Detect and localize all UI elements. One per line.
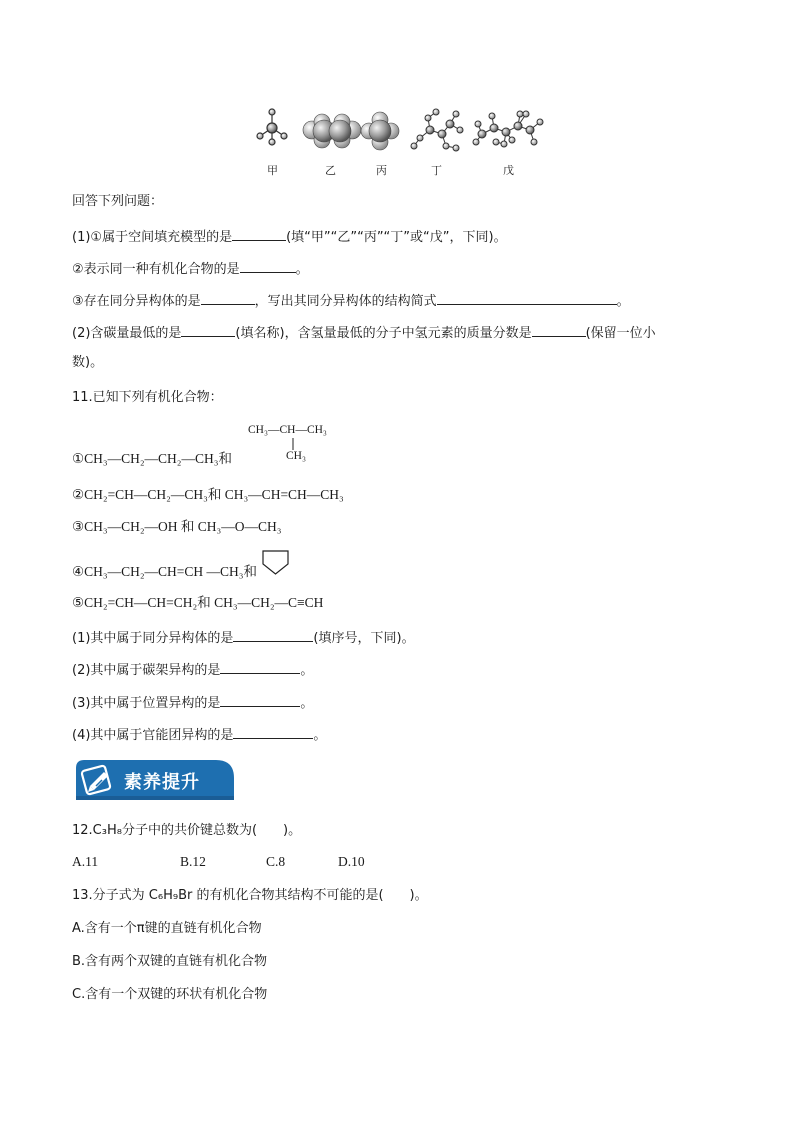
q10-part2-text: (2)含碳量最低的是 [72,326,182,341]
q11-title: 11.已知下列有机化合物： [72,390,223,405]
q11-sub2-tail: 。 [300,663,314,678]
q10-part1a [72,226,507,247]
answer-blank[interactable] [233,724,313,739]
q11-item4: ④CH₃—CH₂—CH=CH —CH₃和 [72,564,257,579]
methane-space-filling-model [361,112,399,150]
q10-part1b-text: ②表示同一种有机化合物的是 [72,262,240,277]
q13-option-b[interactable]: B.含有两个双键的直链有机化合物 [72,954,268,969]
q12-option-d[interactable]: D.10 [338,854,365,869]
label-yi: 乙 [325,164,336,177]
molecule-models-figure [250,100,550,160]
q10-part1b-tail: 。 [295,262,309,277]
q11-sub3-tail: 。 [300,696,314,711]
answer-blank[interactable] [437,290,617,305]
banner-title: 素养提升 [124,772,200,793]
q10-part2-cont: 数)。 [72,355,104,370]
q12-stem: 12.C₃H₈分子中的共价键总数为( )。 [72,823,302,838]
q13-stem: 13.分子式为 C₆H₉Br 的有机化合物其结构不可能的是( )。 [72,888,428,903]
q11-item3: ③CH₃—CH₂—OH 和 CH₃—O—CH₃ [72,519,282,534]
isobutane-branch: CH₃ [286,450,306,462]
q12-option-b[interactable]: B.12 [180,854,206,869]
pencil-book-icon [80,762,120,798]
q11-sub1-tail: (填序号，下同)。 [313,631,415,646]
q11-sub2-text: (2)其中属于碳架异构的是 [72,663,221,678]
q10-part1c-tail: 。 [616,294,630,309]
q10-part2 [72,322,656,343]
q10-part1b [72,258,309,279]
q11-item1: ①CH₃—CH₂—CH₂—CH₃和 [72,451,232,466]
q11-sub3-text: (3)其中属于位置异构的是 [72,696,221,711]
q11-sub4-text: (4)其中属于官能团异构的是 [72,728,234,743]
q10-part2-tail: (保留一位小 [585,326,656,341]
answer-blank[interactable] [532,322,586,337]
q10-prompt: 回答下列问题： [72,194,164,209]
q11-sub2 [72,659,313,680]
cyclopentane-icon [261,549,291,576]
ethane-space-filling-model [303,114,361,148]
q11-sub4-tail: 。 [313,728,327,743]
answer-blank[interactable] [233,627,313,642]
q12-option-a[interactable]: A.11 [72,854,99,869]
q11-sub4 [72,724,326,745]
q10-part1a-tail: (填“甲”“乙”“丙”“丁”或“戊”，下同)。 [286,230,507,245]
answer-blank[interactable] [220,692,300,707]
answer-blank[interactable] [220,659,300,674]
q13-option-a[interactable]: A.含有一个π键的直链有机化合物 [72,921,262,936]
label-jia: 甲 [267,164,278,177]
q13-option-c[interactable]: C.含有一个双键的环状有机化合物 [72,987,268,1002]
label-bing: 丙 [376,164,387,177]
q12-option-c[interactable]: C.8 [266,854,286,869]
pentane-ball-stick-model [473,111,543,147]
q11-item2: ②CH₂=CH—CH₂—CH₃和 CH₃—CH=CH—CH₃ [72,487,344,502]
isobutane-main-chain: CH₃—CH—CH₃ [248,424,327,436]
q10-part1c [72,290,630,311]
label-ding: 丁 [431,164,442,177]
answer-blank[interactable] [240,258,296,273]
q10-part1a-text: (1)①属于空间填充模型的是 [72,230,233,245]
q10-part1c-text: ③存在同分异构体的是 [72,294,201,309]
q11-sub1 [72,627,415,648]
answer-blank[interactable] [232,226,286,241]
answer-blank[interactable] [181,322,235,337]
q10-part1c-mid: ，写出其同分异构体的结构简式 [254,294,437,309]
q10-part2-mid: (填名称)，含氢量最低的分子中氢元素的质量分数是 [235,326,532,341]
q11-item5: ⑤CH₂=CH—CH=CH₂和 CH₃—CH₂—C≡CH [72,595,324,610]
q11-sub3 [72,692,313,713]
label-wu: 戊 [503,164,514,177]
q11-sub1-text: (1)其中属于同分异构体的是 [72,631,234,646]
section-banner [76,760,234,800]
answer-blank[interactable] [201,290,255,305]
methane-ball-stick-model [257,109,287,145]
butane-ball-stick-model [411,109,463,151]
